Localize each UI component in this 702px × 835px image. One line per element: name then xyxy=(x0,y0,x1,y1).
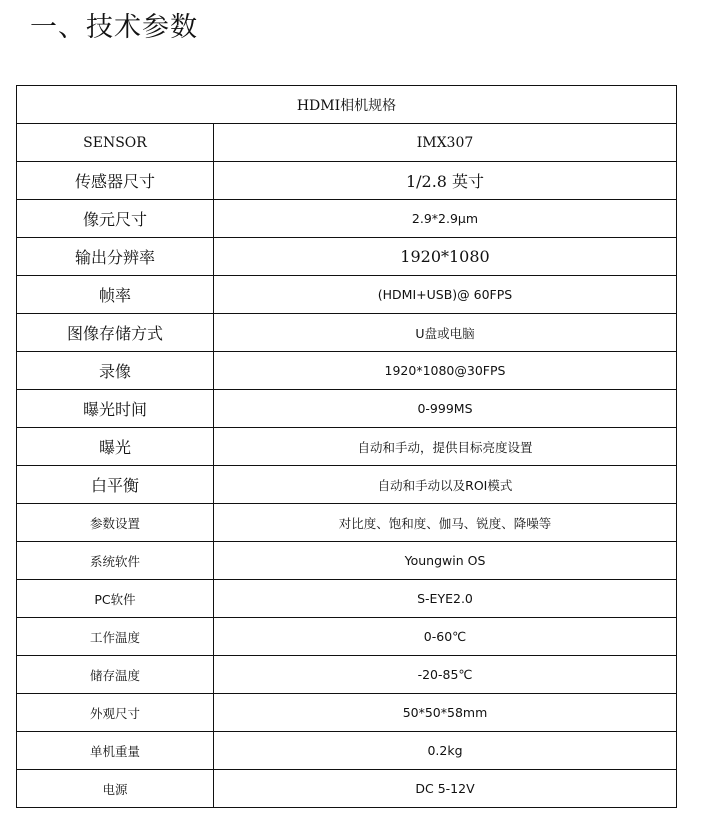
table-header: HDMI相机规格 xyxy=(17,86,677,124)
row-label: 电源 xyxy=(17,770,214,808)
row-label: 传感器尺寸 xyxy=(17,162,214,200)
row-value: S-EYE2.0 xyxy=(214,580,677,618)
table-row xyxy=(17,542,677,580)
row-label: 输出分辨率 xyxy=(17,238,214,276)
table-row xyxy=(17,694,677,732)
row-label: 曝光 xyxy=(17,428,214,466)
row-value: 0-60℃ xyxy=(214,618,677,656)
row-value: 0-999MS xyxy=(214,390,677,428)
row-label: 像元尺寸 xyxy=(17,200,214,238)
row-value: DC 5-12V xyxy=(214,770,677,808)
row-value: 2.9*2.9μm xyxy=(214,200,677,238)
table-row xyxy=(17,580,677,618)
row-value: -20-85℃ xyxy=(214,656,677,694)
row-value: IMX307 xyxy=(214,124,677,162)
row-value: U盘或电脑 xyxy=(214,314,677,352)
row-label: PC软件 xyxy=(17,580,214,618)
spec-table xyxy=(16,85,677,808)
row-label: 系统软件 xyxy=(17,542,214,580)
table-header-row xyxy=(17,86,677,124)
row-value: 自动和手动，提供目标亮度设置 xyxy=(214,428,677,466)
row-value: 0.2kg xyxy=(214,732,677,770)
section-title: 一、技术参数 xyxy=(30,12,198,43)
table-row xyxy=(17,124,677,162)
row-label: 外观尺寸 xyxy=(17,694,214,732)
row-label: 储存温度 xyxy=(17,656,214,694)
row-label: 图像存储方式 xyxy=(17,314,214,352)
row-label: 录像 xyxy=(17,352,214,390)
table-row xyxy=(17,238,677,276)
row-value: 对比度、饱和度、伽马、锐度、降噪等 xyxy=(214,504,677,542)
row-value: 1920*1080 xyxy=(214,238,677,276)
table-row xyxy=(17,352,677,390)
row-value: 1/2.8 英寸 xyxy=(214,162,677,200)
row-value: 50*50*58mm xyxy=(214,694,677,732)
row-label: 参数设置 xyxy=(17,504,214,542)
row-label: SENSOR xyxy=(17,124,214,162)
table-row xyxy=(17,200,677,238)
table-row xyxy=(17,732,677,770)
table-row xyxy=(17,276,677,314)
table-row xyxy=(17,428,677,466)
table-row xyxy=(17,466,677,504)
table-row xyxy=(17,314,677,352)
row-value: 1920*1080@30FPS xyxy=(214,352,677,390)
table-row xyxy=(17,390,677,428)
row-label: 单机重量 xyxy=(17,732,214,770)
table-row xyxy=(17,504,677,542)
row-label: 曝光时间 xyxy=(17,390,214,428)
row-label: 工作温度 xyxy=(17,618,214,656)
row-value: 自动和手动以及ROI模式 xyxy=(214,466,677,504)
table-row xyxy=(17,162,677,200)
row-label: 白平衡 xyxy=(17,466,214,504)
table-row xyxy=(17,770,677,808)
row-value: (HDMI+USB)@ 60FPS xyxy=(214,276,677,314)
table-row xyxy=(17,656,677,694)
row-value: Youngwin OS xyxy=(214,542,677,580)
table-row xyxy=(17,618,677,656)
row-label: 帧率 xyxy=(17,276,214,314)
